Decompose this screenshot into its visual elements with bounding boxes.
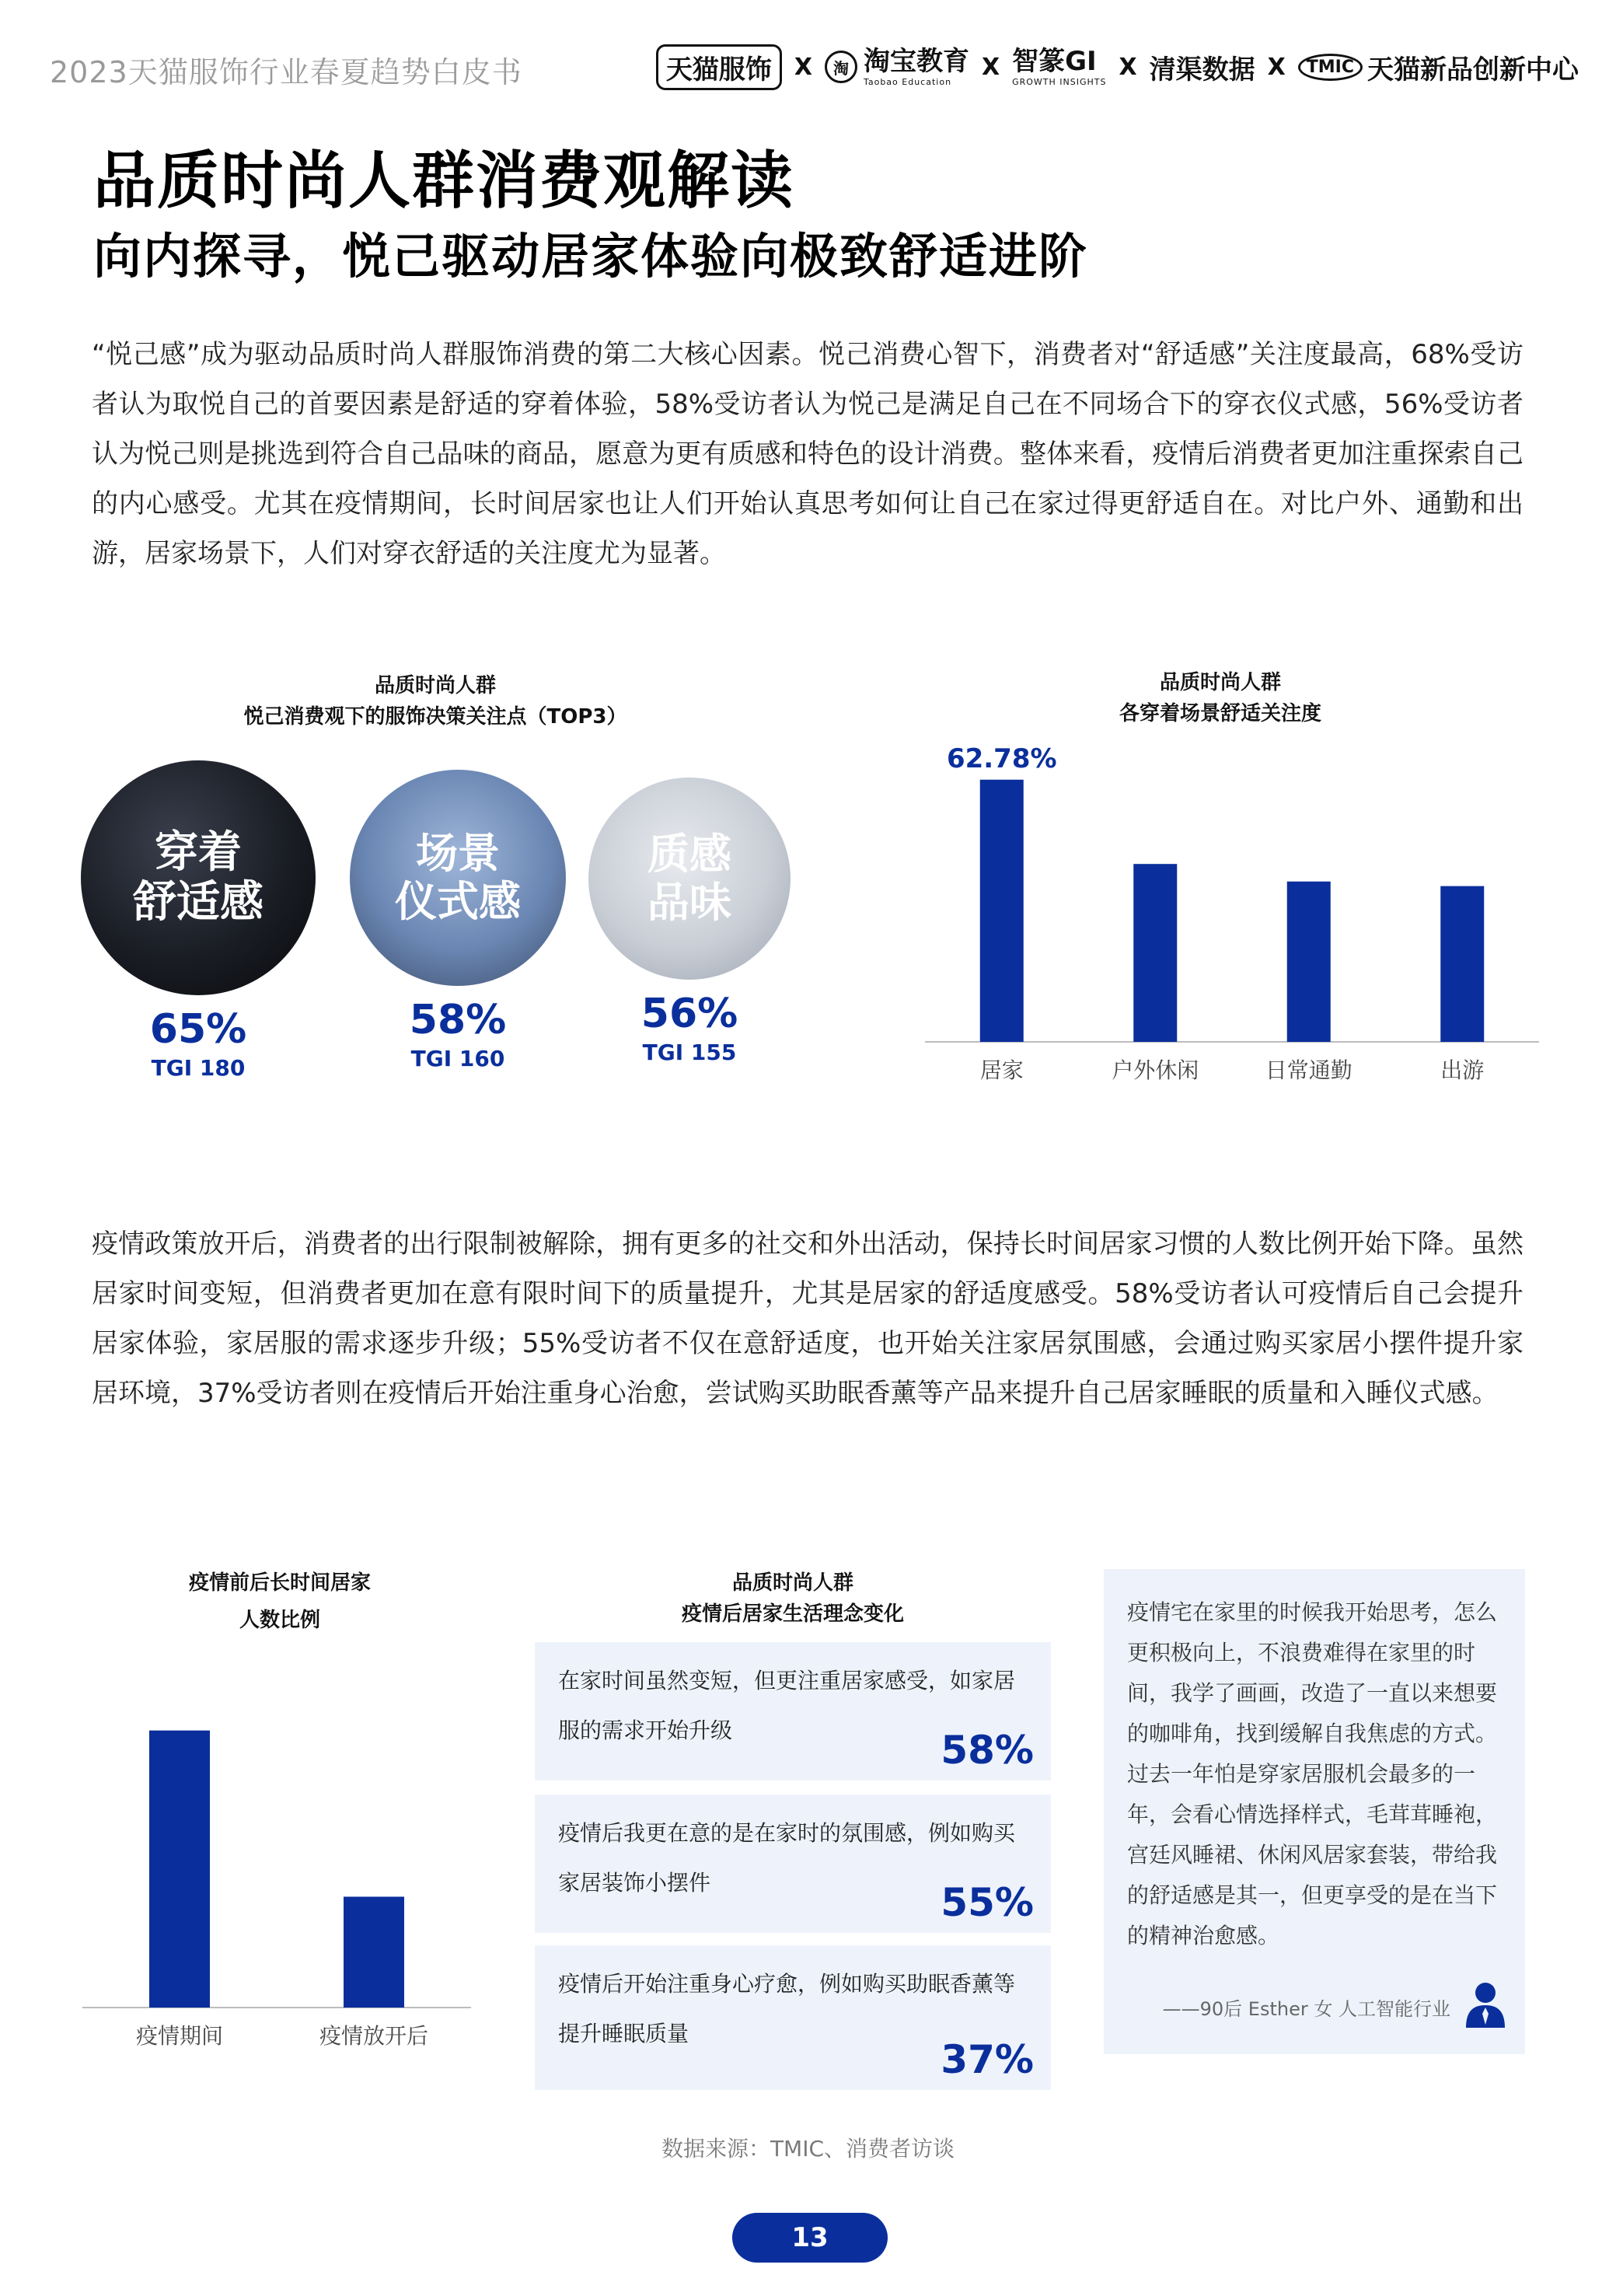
partner-logos — [656, 45, 1579, 89]
x-tick-label: 出游 — [1440, 1057, 1485, 1083]
ritual-label-line1: 场景 — [416, 828, 500, 878]
separator: X — [1267, 53, 1286, 81]
top3-item-taste — [585, 778, 794, 1064]
concept-card-percent: 55% — [941, 1880, 1034, 1925]
policy-paragraph: 疫情政策放开后，消费者的出行限制被解除，拥有更多的社交和外出活动，保持长时间居家习惯的人数比例开始下降。虽然居家时间变短，但消费者更加在意有限时间下的质量提升，尤其是居家的舒适度感受。58%受访者认可疫情后自己会提升居家体验，家居服的需求逐步升级；55%受访者不仅在意舒适度，也开始关注家居氛围感，会通过购买家居小摆件提升家居环境，37%受访者则在疫情后开始注重身心治愈，尝试购买助眠香薰等产品来提升自己居家睡眠的质量和入睡仪式感。 — [92, 1228, 1524, 1409]
concept-card-3 — [535, 1945, 1051, 2090]
home-chart-title — [117, 1564, 443, 1639]
concept-card-2 — [535, 1795, 1051, 1933]
home-chart-title-line1: 疫情前后长时间居家 — [188, 1571, 371, 1595]
home-chart-title-line2: 人数比例 — [239, 1609, 320, 1632]
comfort-label-line2: 舒适感 — [133, 877, 264, 928]
taste-label-line1: 质感 — [647, 829, 731, 879]
scene-comfort-bar-chart — [917, 746, 1547, 1096]
consumer-quote — [1104, 1569, 1525, 2054]
bar-2 — [344, 1896, 404, 2008]
ritual-label-line2: 仪式感 — [395, 877, 521, 926]
concept-card-percent: 37% — [941, 2037, 1034, 2082]
page-title: 品质时尚人群消费观解读 — [93, 145, 794, 217]
scene-chart-title-line2: 各穿着场景舒适关注度 — [1119, 702, 1321, 725]
page-subtitle: 向内探寻，悦己驱动居家体验向极致舒适进阶 — [93, 228, 1089, 285]
document-title: 2023天猫服饰行业春夏趋势白皮书 — [50, 55, 522, 89]
cards-title-line1: 品质时尚人群 — [731, 1571, 853, 1595]
page-number: 13 — [732, 2213, 888, 2263]
cards-title-line2: 疫情后居家生活理念变化 — [681, 1602, 904, 1626]
bar-3 — [1287, 882, 1331, 1042]
top3-item-comfort — [78, 760, 319, 1079]
tmic-name: 天猫新品创新中心 — [1367, 54, 1579, 86]
separator: X — [1119, 53, 1137, 81]
top3-item-ritual — [345, 770, 571, 1070]
taste-photo-circle — [588, 778, 791, 980]
taste-label-line2: 品味 — [647, 878, 731, 927]
x-tick-label: 居家 — [979, 1057, 1024, 1083]
taobao-education-name: 淘宝教育 — [863, 45, 969, 77]
qingqu-logo: 清渠数据 — [1149, 54, 1255, 86]
taobao-education-sub: Taobao Education — [863, 76, 952, 87]
zhizhuan-name: 智篆GI — [1012, 45, 1097, 77]
quote-text: 疫情宅在家里的时候我开始思考，怎么更积极向上，不浪费难得在家里的时间，我学了画画，改造了一直以来想要的咖啡角，找到缓解自我焦虑的方式。过去一年怕是穿家居服机会最多的一年，会看心情选择样式，毛茸茸睡袍，宫廷风睡裙、休闲风居家套装，带给我的舒适感是其一，但更享受的是在当下的精神治愈感。 — [1127, 1599, 1498, 1948]
scene-chart-title — [948, 667, 1492, 729]
ritual-photo-circle — [350, 770, 566, 986]
comfort-label-line1: 穿着 — [155, 826, 242, 878]
bar-1 — [149, 1731, 210, 2008]
ritual-tgi: TGI 160 — [410, 1046, 505, 1071]
taste-percent: 56% — [640, 991, 738, 1037]
scene-chart-title-line1: 品质时尚人群 — [1159, 671, 1281, 694]
taste-tgi: TGI 155 — [642, 1040, 737, 1065]
concept-card-percent: 58% — [941, 1728, 1034, 1773]
top3-title-line1: 品质时尚人群 — [374, 674, 496, 697]
concept-card-1 — [535, 1642, 1051, 1781]
concept-card-text: 疫情后我更在意的是在家时的氛围感，例如购买家居装饰小摆件 — [558, 1820, 1016, 1896]
tmic-logo — [1298, 48, 1579, 86]
intro-paragraph: “悦己感”成为驱动品质时尚人群服饰消费的第二大核心因素。悦己消费心智下，消费者对“舒适感”关注度最高，68%受访者认为取悦自己的首要因素是舒适的穿着体验，58%受访者认为悦己是满足自己在不同场合下的穿衣仪式感，56%受访者认为悦己则是挑选到符合自己品味的商品，愿意为更有质感和特色的设计消费。整体来看，疫情后消费者更加注重探索自己的内心感受。尤其在疫情期间，长时间居家也让人们开始认真思考如何让自己在家过得更舒适自在。对比户外、通勤和出游，居家场景下，人们对穿衣舒适的关注度尤为显著。 — [92, 339, 1524, 569]
taobao-education-logo — [825, 45, 969, 87]
comfort-percent: 65% — [149, 1006, 247, 1053]
top3-title — [117, 670, 754, 732]
ritual-percent: 58% — [409, 997, 507, 1043]
tmall-fashion-logo: 天猫服饰 — [656, 44, 782, 90]
data-label: 62.78% — [946, 746, 1057, 774]
home-ratio-bar-chart — [78, 1687, 482, 2053]
top3-title-line2: 悦己消费观下的服饰决策关注点（TOP3） — [243, 705, 627, 729]
x-tick-label: 日常通勤 — [1265, 1057, 1352, 1083]
separator: X — [794, 53, 812, 81]
cards-title — [535, 1567, 1051, 1630]
zhizhuan-logo — [1012, 45, 1107, 87]
concept-card-text: 疫情后开始注重身心疗愈，例如购买助眠香薰等提升睡眠质量 — [558, 1971, 1016, 2046]
comfort-tgi: TGI 180 — [151, 1055, 246, 1081]
bar-1 — [980, 780, 1024, 1042]
separator: X — [981, 53, 1000, 81]
comfort-photo-circle — [81, 760, 316, 995]
concept-card-text: 在家时间虽然变短，但更注重居家感受，如家居服的需求开始升级 — [558, 1668, 1016, 1743]
zhizhuan-sub: GROWTH INSIGHTS — [1012, 76, 1107, 87]
taobao-icon: 淘 — [825, 51, 857, 83]
person-icon — [1464, 1980, 1506, 2028]
tmic-badge: TMIC — [1298, 54, 1363, 81]
bar-2 — [1133, 864, 1177, 1042]
data-source: 数据来源：TMIC、消费者访谈 — [661, 2136, 955, 2161]
x-tick-label: 户外休闲 — [1112, 1057, 1199, 1083]
quote-author: ——90后 Esther 女 人工智能行业 — [1162, 1998, 1450, 2020]
x-tick-label: 疫情期间 — [135, 2023, 224, 2049]
x-tick-label: 疫情放开后 — [319, 2023, 429, 2049]
bar-4 — [1440, 886, 1484, 1042]
